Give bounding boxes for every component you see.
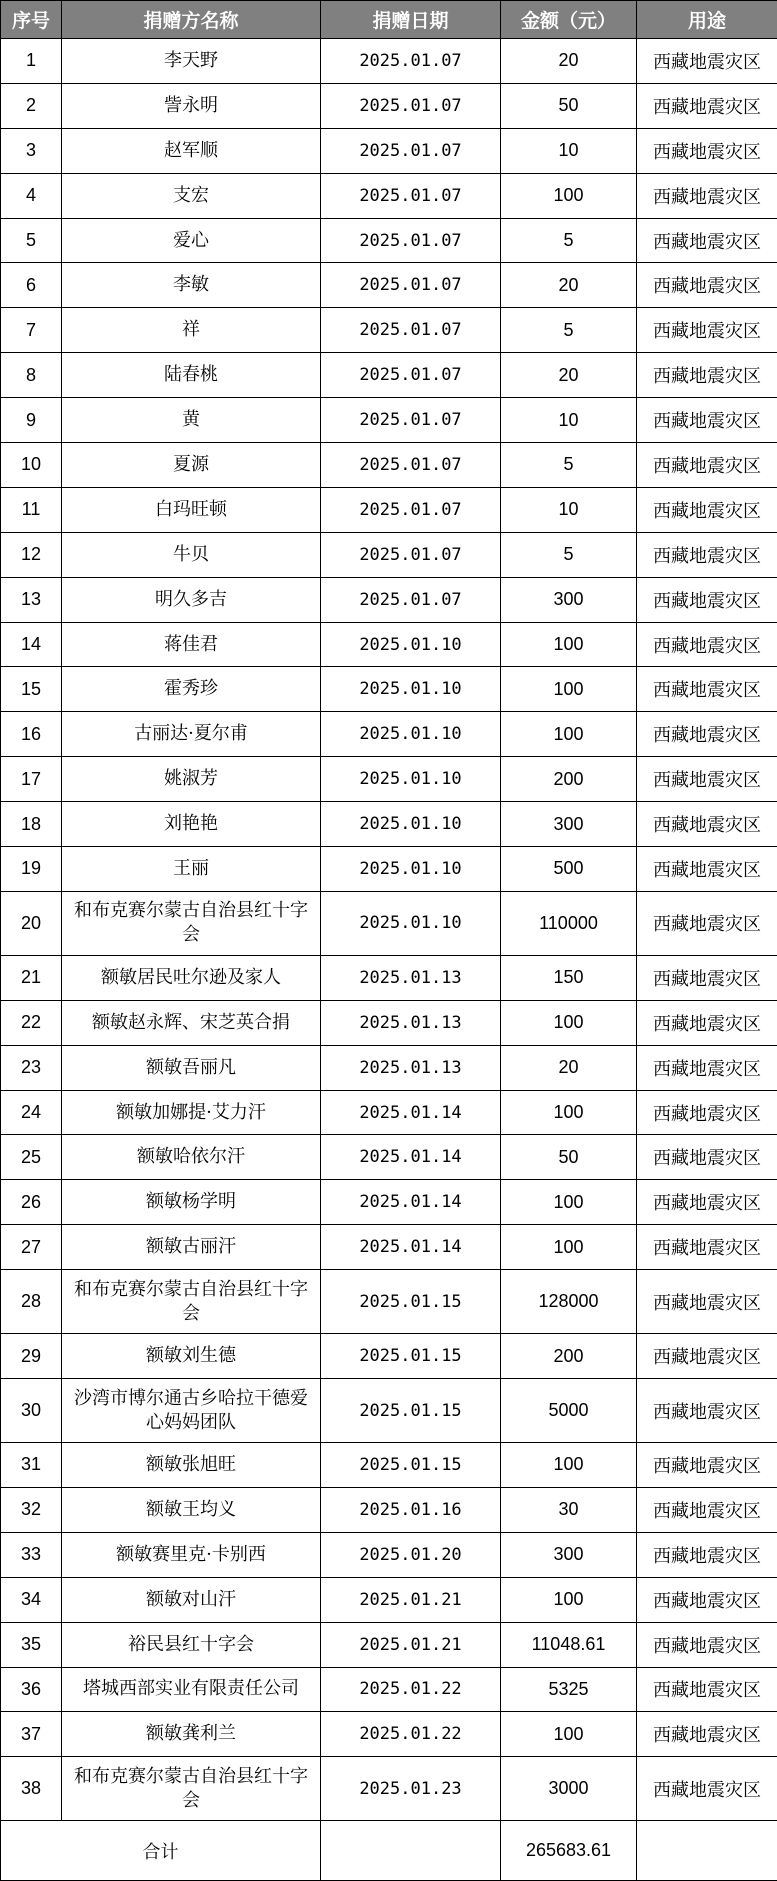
serial-no-cell: 21	[1, 955, 62, 1000]
serial-no-cell: 28	[1, 1270, 62, 1334]
total-blank-cell	[637, 1821, 777, 1881]
purpose-cell: 西藏地震灾区	[637, 955, 777, 1000]
serial-no-cell: 1	[1, 39, 62, 84]
amount-cell: 200	[501, 1334, 637, 1379]
donation-date-cell: 2025.01.07	[321, 532, 501, 577]
purpose-cell: 西藏地震灾区	[637, 1712, 777, 1757]
donor-name-cell: 额敏刘生德	[62, 1334, 321, 1379]
table-row	[1, 353, 777, 398]
donor-name-cell: 祥	[62, 308, 321, 353]
serial-no-cell: 38	[1, 1757, 62, 1821]
donation-date-cell: 2025.01.07	[321, 577, 501, 622]
table-row	[1, 1487, 777, 1532]
purpose-cell: 西藏地震灾区	[637, 1487, 777, 1532]
donation-date-cell: 2025.01.22	[321, 1667, 501, 1712]
donor-name-cell: 夏源	[62, 443, 321, 488]
donor-name-cell: 爱心	[62, 218, 321, 263]
purpose-cell: 西藏地震灾区	[637, 128, 777, 173]
total-row	[1, 1821, 777, 1881]
table-row	[1, 847, 777, 892]
donor-name-cell: 白玛旺顿	[62, 487, 321, 532]
table-row	[1, 1443, 777, 1488]
amount-cell: 100	[501, 1577, 637, 1622]
serial-no-cell: 15	[1, 667, 62, 712]
serial-no-cell: 22	[1, 1000, 62, 1045]
amount-cell: 150	[501, 955, 637, 1000]
donation-date-cell: 2025.01.15	[321, 1443, 501, 1488]
purpose-cell: 西藏地震灾区	[637, 577, 777, 622]
amount-cell: 100	[501, 173, 637, 218]
donation-date-cell: 2025.01.16	[321, 1487, 501, 1532]
header-purpose: 用途	[637, 1, 777, 39]
purpose-cell: 西藏地震灾区	[637, 891, 777, 955]
amount-cell: 110000	[501, 891, 637, 955]
purpose-cell: 西藏地震灾区	[637, 712, 777, 757]
table-row	[1, 532, 777, 577]
serial-no-cell: 24	[1, 1090, 62, 1135]
donation-date-cell: 2025.01.10	[321, 891, 501, 955]
donation-date-cell: 2025.01.07	[321, 487, 501, 532]
serial-no-cell: 31	[1, 1443, 62, 1488]
amount-cell: 20	[501, 1045, 637, 1090]
donation-date-cell: 2025.01.07	[321, 443, 501, 488]
purpose-cell: 西藏地震灾区	[637, 1225, 777, 1270]
table-row	[1, 218, 777, 263]
purpose-cell: 西藏地震灾区	[637, 443, 777, 488]
purpose-cell: 西藏地震灾区	[637, 1000, 777, 1045]
serial-no-cell: 13	[1, 577, 62, 622]
total-label: 合计	[1, 1821, 321, 1881]
donation-date-cell: 2025.01.14	[321, 1225, 501, 1270]
amount-cell: 100	[501, 667, 637, 712]
header-amount: 金额（元）	[501, 1, 637, 39]
donation-date-cell: 2025.01.13	[321, 1045, 501, 1090]
table-row	[1, 1270, 777, 1334]
serial-no-cell: 27	[1, 1225, 62, 1270]
table-row	[1, 891, 777, 955]
table-footer	[1, 1821, 777, 1881]
amount-cell: 50	[501, 83, 637, 128]
serial-no-cell: 32	[1, 1487, 62, 1532]
amount-cell: 300	[501, 577, 637, 622]
serial-no-cell: 11	[1, 487, 62, 532]
donation-date-cell: 2025.01.10	[321, 712, 501, 757]
purpose-cell: 西藏地震灾区	[637, 1622, 777, 1667]
header-donation-date: 捐赠日期	[321, 1, 501, 39]
table-row	[1, 1000, 777, 1045]
table-row	[1, 955, 777, 1000]
header-donor-name: 捐赠方名称	[62, 1, 321, 39]
donor-name-cell: 额敏赛里克·卡别西	[62, 1532, 321, 1577]
donation-date-cell: 2025.01.07	[321, 398, 501, 443]
serial-no-cell: 10	[1, 443, 62, 488]
donation-date-cell: 2025.01.07	[321, 218, 501, 263]
table-row	[1, 1045, 777, 1090]
donation-date-cell: 2025.01.14	[321, 1180, 501, 1225]
table-row	[1, 577, 777, 622]
amount-cell: 50	[501, 1135, 637, 1180]
donation-date-cell: 2025.01.10	[321, 802, 501, 847]
table-row	[1, 1577, 777, 1622]
donor-name-cell: 赵军顺	[62, 128, 321, 173]
table-row	[1, 622, 777, 667]
donor-name-cell: 和布克赛尔蒙古自治县红十字会	[62, 1757, 321, 1821]
serial-no-cell: 23	[1, 1045, 62, 1090]
table-row	[1, 443, 777, 488]
table-row	[1, 128, 777, 173]
donation-date-cell: 2025.01.15	[321, 1379, 501, 1443]
donation-date-cell: 2025.01.14	[321, 1090, 501, 1135]
donation-date-cell: 2025.01.22	[321, 1712, 501, 1757]
table-row	[1, 1180, 777, 1225]
amount-cell: 128000	[501, 1270, 637, 1334]
donation-date-cell: 2025.01.13	[321, 1000, 501, 1045]
purpose-cell: 西藏地震灾区	[637, 308, 777, 353]
serial-no-cell: 6	[1, 263, 62, 308]
donation-date-cell: 2025.01.07	[321, 173, 501, 218]
table-row	[1, 1757, 777, 1821]
purpose-cell: 西藏地震灾区	[637, 1090, 777, 1135]
table-row	[1, 1667, 777, 1712]
donation-date-cell: 2025.01.23	[321, 1757, 501, 1821]
donor-name-cell: 古丽达·夏尔甫	[62, 712, 321, 757]
purpose-cell: 西藏地震灾区	[637, 1180, 777, 1225]
table-row	[1, 1712, 777, 1757]
donation-date-cell: 2025.01.15	[321, 1270, 501, 1334]
purpose-cell: 西藏地震灾区	[637, 398, 777, 443]
amount-cell: 100	[501, 1090, 637, 1135]
donation-date-cell: 2025.01.07	[321, 128, 501, 173]
serial-no-cell: 3	[1, 128, 62, 173]
table-row	[1, 802, 777, 847]
donor-name-cell: 牛贝	[62, 532, 321, 577]
serial-no-cell: 19	[1, 847, 62, 892]
serial-no-cell: 29	[1, 1334, 62, 1379]
amount-cell: 100	[501, 1180, 637, 1225]
purpose-cell: 西藏地震灾区	[637, 1443, 777, 1488]
table-row	[1, 667, 777, 712]
purpose-cell: 西藏地震灾区	[637, 353, 777, 398]
total-blank-cell	[321, 1821, 501, 1881]
donation-date-cell: 2025.01.10	[321, 622, 501, 667]
donation-date-cell: 2025.01.13	[321, 955, 501, 1000]
amount-cell: 20	[501, 353, 637, 398]
donor-name-cell: 王丽	[62, 847, 321, 892]
donor-name-cell: 蒋佳君	[62, 622, 321, 667]
table-row	[1, 1379, 777, 1443]
purpose-cell: 西藏地震灾区	[637, 1379, 777, 1443]
donation-date-cell: 2025.01.20	[321, 1532, 501, 1577]
amount-cell: 5	[501, 218, 637, 263]
donation-date-cell: 2025.01.10	[321, 757, 501, 802]
table-row	[1, 173, 777, 218]
serial-no-cell: 7	[1, 308, 62, 353]
purpose-cell: 西藏地震灾区	[637, 83, 777, 128]
amount-cell: 10	[501, 128, 637, 173]
donor-name-cell: 额敏古丽汗	[62, 1225, 321, 1270]
donor-name-cell: 和布克赛尔蒙古自治县红十字会	[62, 1270, 321, 1334]
table-row	[1, 1622, 777, 1667]
amount-cell: 100	[501, 1000, 637, 1045]
header-serial-no: 序号	[1, 1, 62, 39]
table-row	[1, 263, 777, 308]
table-row	[1, 1334, 777, 1379]
amount-cell: 5	[501, 532, 637, 577]
donor-name-cell: 明久多吉	[62, 577, 321, 622]
purpose-cell: 西藏地震灾区	[637, 532, 777, 577]
total-amount: 265683.61	[501, 1821, 637, 1881]
donor-name-cell: 额敏居民吐尔逊及家人	[62, 955, 321, 1000]
donor-name-cell: 霍秀珍	[62, 667, 321, 712]
donation-date-cell: 2025.01.07	[321, 263, 501, 308]
amount-cell: 100	[501, 1712, 637, 1757]
amount-cell: 10	[501, 487, 637, 532]
donor-name-cell: 裕民县红十字会	[62, 1622, 321, 1667]
purpose-cell: 西藏地震灾区	[637, 1135, 777, 1180]
purpose-cell: 西藏地震灾区	[637, 1532, 777, 1577]
amount-cell: 5325	[501, 1667, 637, 1712]
purpose-cell: 西藏地震灾区	[637, 1667, 777, 1712]
table-row	[1, 1090, 777, 1135]
purpose-cell: 西藏地震灾区	[637, 757, 777, 802]
serial-no-cell: 16	[1, 712, 62, 757]
amount-cell: 5	[501, 308, 637, 353]
purpose-cell: 西藏地震灾区	[637, 487, 777, 532]
donation-date-cell: 2025.01.07	[321, 353, 501, 398]
table-row	[1, 83, 777, 128]
donor-name-cell: 李天野	[62, 39, 321, 84]
table-body	[1, 39, 777, 1821]
donor-name-cell: 支宏	[62, 173, 321, 218]
serial-no-cell: 8	[1, 353, 62, 398]
purpose-cell: 西藏地震灾区	[637, 39, 777, 84]
donor-name-cell: 黄	[62, 398, 321, 443]
donor-name-cell: 额敏对山汗	[62, 1577, 321, 1622]
donation-date-cell: 2025.01.10	[321, 847, 501, 892]
purpose-cell: 西藏地震灾区	[637, 847, 777, 892]
amount-cell: 11048.61	[501, 1622, 637, 1667]
purpose-cell: 西藏地震灾区	[637, 1577, 777, 1622]
serial-no-cell: 20	[1, 891, 62, 955]
donor-name-cell: 额敏杨学明	[62, 1180, 321, 1225]
serial-no-cell: 18	[1, 802, 62, 847]
table-row	[1, 1532, 777, 1577]
purpose-cell: 西藏地震灾区	[637, 667, 777, 712]
serial-no-cell: 5	[1, 218, 62, 263]
table-row	[1, 39, 777, 84]
amount-cell: 500	[501, 847, 637, 892]
donor-name-cell: 沙湾市博尔通古乡哈拉干德爱心妈妈团队	[62, 1379, 321, 1443]
amount-cell: 100	[501, 1443, 637, 1488]
serial-no-cell: 35	[1, 1622, 62, 1667]
table-row	[1, 1135, 777, 1180]
donor-name-cell: 和布克赛尔蒙古自治县红十字会	[62, 891, 321, 955]
donor-name-cell: 额敏吾丽凡	[62, 1045, 321, 1090]
donor-name-cell: 李敏	[62, 263, 321, 308]
donor-name-cell: 额敏龚利兰	[62, 1712, 321, 1757]
table-header	[1, 1, 777, 39]
purpose-cell: 西藏地震灾区	[637, 263, 777, 308]
donor-name-cell: 刘艳艳	[62, 802, 321, 847]
purpose-cell: 西藏地震灾区	[637, 1270, 777, 1334]
table-row	[1, 712, 777, 757]
donor-name-cell: 陆春桃	[62, 353, 321, 398]
serial-no-cell: 36	[1, 1667, 62, 1712]
amount-cell: 20	[501, 39, 637, 84]
serial-no-cell: 9	[1, 398, 62, 443]
table-row	[1, 757, 777, 802]
amount-cell: 10	[501, 398, 637, 443]
purpose-cell: 西藏地震灾区	[637, 622, 777, 667]
amount-cell: 20	[501, 263, 637, 308]
amount-cell: 5000	[501, 1379, 637, 1443]
serial-no-cell: 17	[1, 757, 62, 802]
purpose-cell: 西藏地震灾区	[637, 1757, 777, 1821]
amount-cell: 300	[501, 802, 637, 847]
amount-cell: 30	[501, 1487, 637, 1532]
serial-no-cell: 26	[1, 1180, 62, 1225]
table-row	[1, 308, 777, 353]
serial-no-cell: 2	[1, 83, 62, 128]
donation-date-cell: 2025.01.10	[321, 667, 501, 712]
purpose-cell: 西藏地震灾区	[637, 173, 777, 218]
amount-cell: 100	[501, 1225, 637, 1270]
donation-date-cell: 2025.01.15	[321, 1334, 501, 1379]
amount-cell: 100	[501, 622, 637, 667]
purpose-cell: 西藏地震灾区	[637, 218, 777, 263]
serial-no-cell: 12	[1, 532, 62, 577]
serial-no-cell: 34	[1, 1577, 62, 1622]
amount-cell: 3000	[501, 1757, 637, 1821]
donation-date-cell: 2025.01.14	[321, 1135, 501, 1180]
donation-date-cell: 2025.01.07	[321, 83, 501, 128]
purpose-cell: 西藏地震灾区	[637, 802, 777, 847]
donor-name-cell: 额敏王均义	[62, 1487, 321, 1532]
table-row	[1, 398, 777, 443]
amount-cell: 200	[501, 757, 637, 802]
header-row	[1, 1, 777, 39]
serial-no-cell: 37	[1, 1712, 62, 1757]
donation-date-cell: 2025.01.07	[321, 39, 501, 84]
donor-name-cell: 额敏哈依尔汗	[62, 1135, 321, 1180]
donor-name-cell: 额敏张旭旺	[62, 1443, 321, 1488]
serial-no-cell: 14	[1, 622, 62, 667]
donor-name-cell: 姚淑芳	[62, 757, 321, 802]
table-row	[1, 1225, 777, 1270]
serial-no-cell: 25	[1, 1135, 62, 1180]
serial-no-cell: 4	[1, 173, 62, 218]
amount-cell: 100	[501, 712, 637, 757]
purpose-cell: 西藏地震灾区	[637, 1334, 777, 1379]
donation-date-cell: 2025.01.07	[321, 308, 501, 353]
purpose-cell: 西藏地震灾区	[637, 1045, 777, 1090]
serial-no-cell: 30	[1, 1379, 62, 1443]
donor-name-cell: 訾永明	[62, 83, 321, 128]
donor-name-cell: 额敏加娜提·艾力汗	[62, 1090, 321, 1135]
donation-date-cell: 2025.01.21	[321, 1622, 501, 1667]
amount-cell: 5	[501, 443, 637, 488]
serial-no-cell: 33	[1, 1532, 62, 1577]
donation-date-cell: 2025.01.21	[321, 1577, 501, 1622]
amount-cell: 300	[501, 1532, 637, 1577]
table-row	[1, 487, 777, 532]
donor-name-cell: 额敏赵永辉、宋芝英合捐	[62, 1000, 321, 1045]
donor-name-cell: 塔城西部实业有限责任公司	[62, 1667, 321, 1712]
